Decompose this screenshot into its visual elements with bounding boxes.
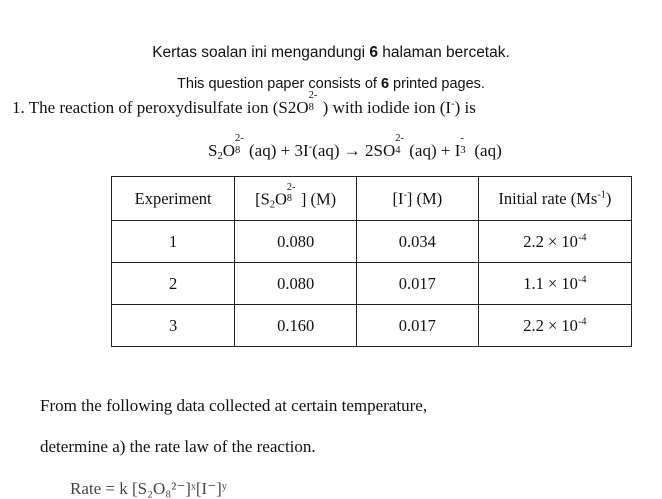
header-text: Kertas soalan ini mengandungi <box>152 44 370 61</box>
subscript: 8 <box>235 144 241 156</box>
equation-text: (aq) + I <box>409 141 461 160</box>
rate-law-partial: Rate = k [S₂O₈²⁻]ˣ[I⁻]ʸ <box>70 479 227 498</box>
cell-persulfate: 0.080 <box>235 221 357 263</box>
cell-experiment: 3 <box>112 305 235 347</box>
rate-base: 1.1 × 10 <box>523 273 578 293</box>
page-count: 6 <box>369 44 378 61</box>
header-text: halaman bercetak. <box>377 44 510 61</box>
ion-script <box>286 182 301 205</box>
cell-iodide: 0.034 <box>357 221 479 263</box>
ion-script <box>460 133 474 156</box>
reaction-equation <box>208 133 502 162</box>
superscript: 2- <box>308 90 318 102</box>
question-text: 2 <box>287 98 297 117</box>
question-text: ) with iodide ion (I <box>322 98 452 117</box>
cell-rate <box>478 305 631 347</box>
header-text: ] (M) <box>300 189 337 209</box>
question-statement <box>12 90 476 118</box>
page-count-english <box>0 76 662 92</box>
cell-persulfate: 0.160 <box>235 305 357 347</box>
cell-iodide: 0.017 <box>357 263 479 305</box>
subscript: 8 <box>308 101 314 113</box>
superscript: 2- <box>395 133 405 145</box>
header-text: Initial rate (Ms <box>498 188 598 208</box>
cell-iodide: 0.017 <box>357 305 479 347</box>
header-iodide <box>357 177 479 221</box>
rate-exponent: -4 <box>577 274 587 286</box>
instruction-line: From the following data collected at certain temperature, <box>40 396 428 415</box>
rate-exponent: -4 <box>577 232 587 244</box>
subscript: 8 <box>286 193 292 205</box>
subscript: 2 <box>269 199 275 211</box>
question-text: The reaction of peroxydisulfate ion (S <box>28 98 288 117</box>
header-experiment: Experiment <box>112 177 235 221</box>
question-text: O <box>296 98 309 117</box>
equation-text: (aq) → 2SO <box>312 141 396 160</box>
cell-experiment: 2 <box>112 263 235 305</box>
header-text: O <box>274 189 287 209</box>
header-text: This question paper consists of <box>177 76 381 92</box>
header-text: printed pages. <box>389 76 485 92</box>
rate-data-table <box>111 176 632 347</box>
superscript: -1 <box>597 189 606 201</box>
cell-rate <box>478 263 631 305</box>
rate-base: 2.2 × 10 <box>523 315 578 335</box>
page-count-malay <box>0 44 662 62</box>
cell-experiment: 1 <box>112 221 235 263</box>
table-header-row <box>112 177 632 221</box>
ion-script <box>235 133 249 156</box>
header-text: ) <box>605 188 612 208</box>
table-row <box>112 263 632 305</box>
rate-base: 2.2 × 10 <box>523 231 578 251</box>
ion-script <box>395 133 409 156</box>
instruction-line: determine a) the rate law of the reaction. <box>40 437 316 456</box>
question-text: ) is <box>454 98 476 117</box>
equation-text: O <box>222 141 236 160</box>
header-initial-rate <box>478 177 631 221</box>
header-text: ] (M) <box>406 188 443 208</box>
header-text: [I <box>392 188 404 208</box>
subscript: 4 <box>395 144 401 156</box>
header-text: [S <box>255 189 270 209</box>
question-number: 1. <box>12 98 25 117</box>
equation-text: (aq) + 3I <box>249 141 309 160</box>
header-persulfate <box>235 177 357 221</box>
subscript: 3 <box>460 144 466 156</box>
cell-persulfate: 0.080 <box>235 263 357 305</box>
subscript: 2 <box>217 150 223 162</box>
table-row <box>112 221 632 263</box>
superscript: 2- <box>286 182 296 194</box>
superscript: 2- <box>235 133 244 145</box>
superscript: - <box>403 189 407 201</box>
cell-rate <box>478 221 631 263</box>
table-row <box>112 305 632 347</box>
ion-script <box>308 90 323 113</box>
superscript: - <box>451 98 455 110</box>
rate-exponent: -4 <box>577 316 587 328</box>
equation-text: S <box>208 141 218 160</box>
superscript: - <box>460 133 464 145</box>
superscript: - <box>308 141 313 153</box>
equation-text: (aq) <box>474 141 502 160</box>
page-count: 6 <box>380 76 390 92</box>
